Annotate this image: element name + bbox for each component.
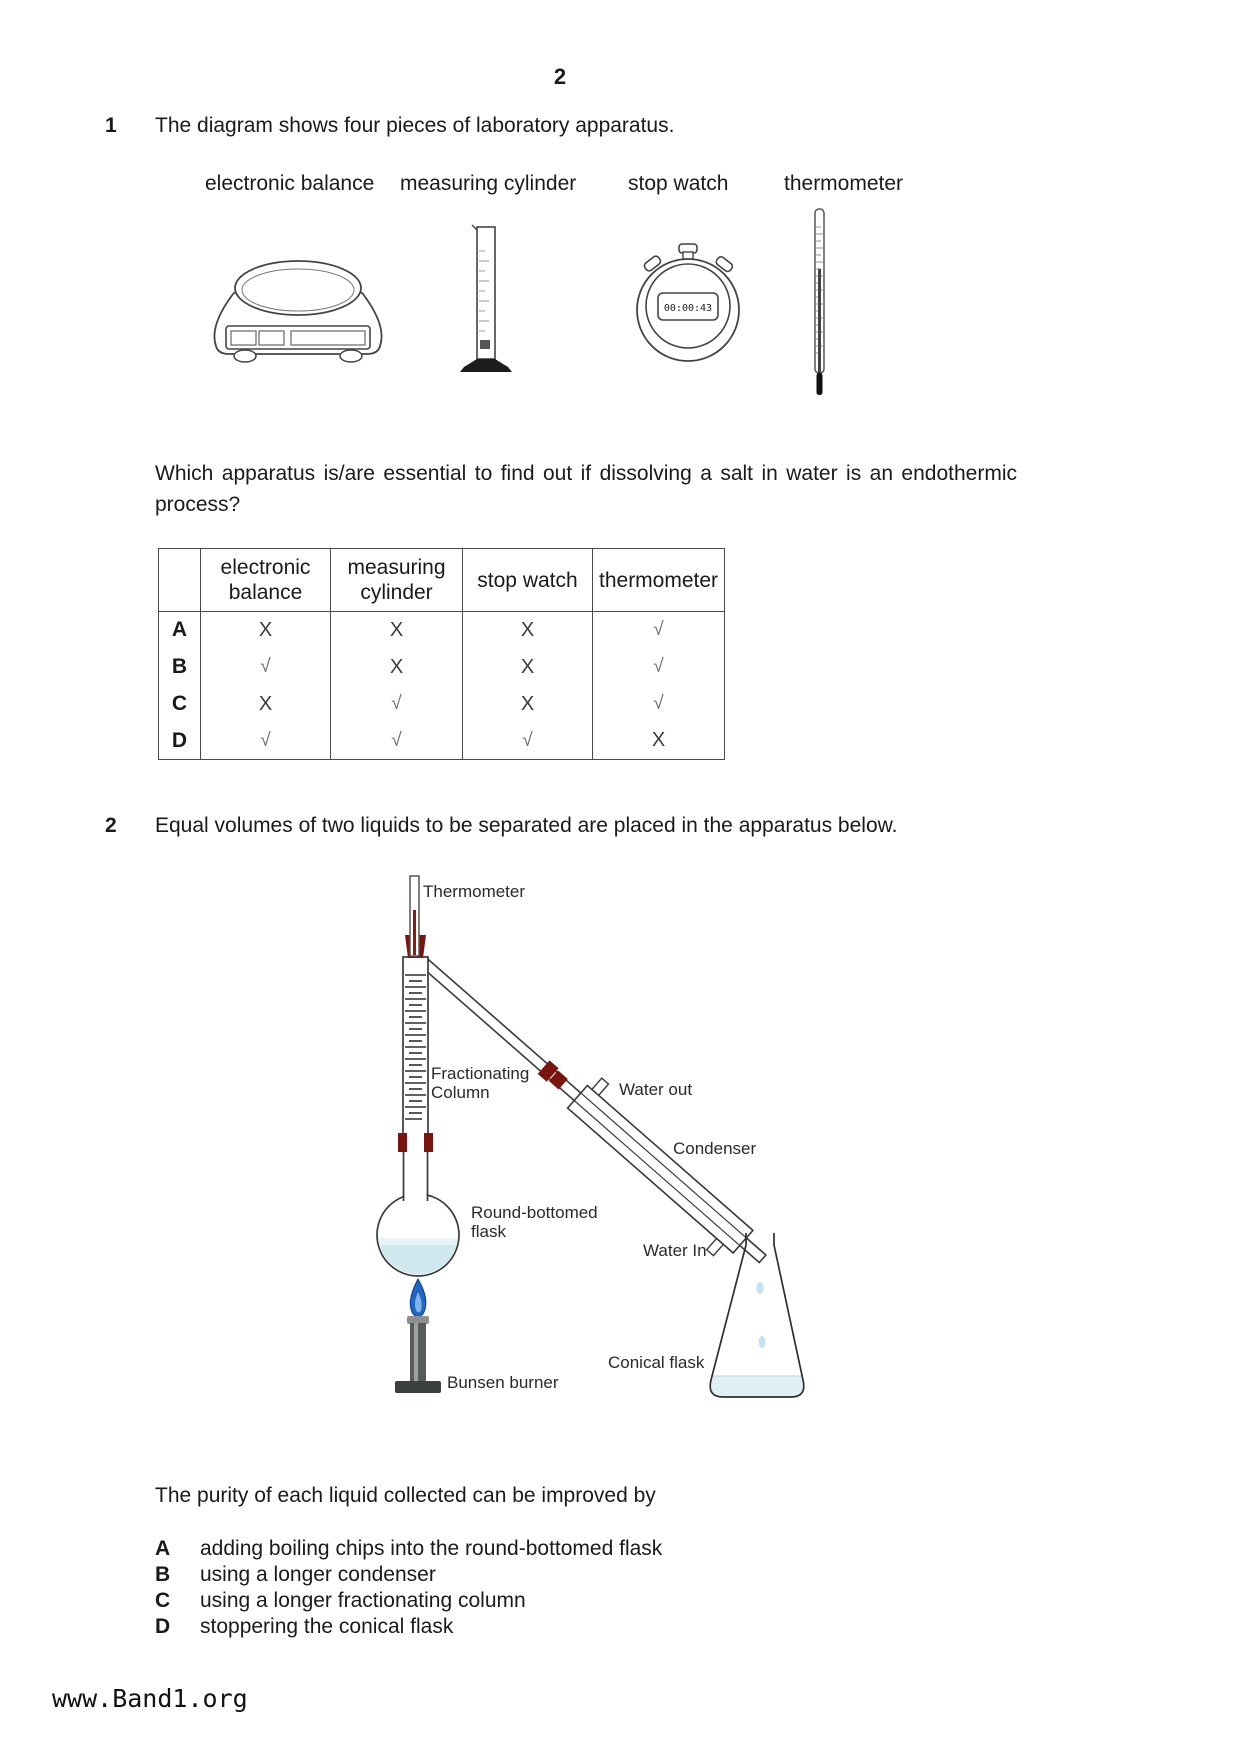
answer-mark: X <box>201 686 331 723</box>
col-header-electronic-balance: electronic balance <box>201 549 331 612</box>
stop-watch-illustration <box>627 242 749 366</box>
answer-mark: √ <box>593 686 725 723</box>
fractionating-column-tube <box>403 957 428 1135</box>
neck-stopper <box>398 1133 407 1152</box>
table-row <box>159 612 725 649</box>
corner-cell <box>159 549 201 612</box>
option-letter: C <box>159 686 201 723</box>
q1-intro: The diagram shows four pieces of laboratory apparatus. <box>155 114 675 137</box>
answer-mark: √ <box>463 723 593 760</box>
answer-mark: √ <box>593 612 725 649</box>
label-round-bottomed-flask: Round-bottomed flask <box>471 1203 598 1241</box>
bunsen-burner-drawing <box>395 1279 441 1393</box>
answer-mark: X <box>593 723 725 760</box>
apparatus-label-thermometer: thermometer <box>784 172 904 195</box>
option-letter: A <box>159 612 201 649</box>
option-text: stoppering the conical flask <box>200 1615 454 1638</box>
label-water-out: Water out <box>619 1080 693 1099</box>
stopwatch-display: 00:00:43 <box>663 303 713 314</box>
q2-number: 2 <box>105 814 117 837</box>
table-row <box>159 649 725 686</box>
option-letter: C <box>155 1589 171 1612</box>
answer-mark: X <box>331 612 463 649</box>
answer-mark: X <box>331 649 463 686</box>
answer-mark: √ <box>593 649 725 686</box>
apparatus-label-electronic-balance: electronic balance <box>205 172 375 195</box>
option-row <box>155 1614 915 1640</box>
option-letter: B <box>159 649 201 686</box>
answer-mark: X <box>463 686 593 723</box>
answer-mark: √ <box>331 686 463 723</box>
option-row <box>155 1562 915 1588</box>
answer-mark: X <box>463 649 593 686</box>
table-header-row <box>159 549 725 612</box>
apparatus-label-stop-watch: stop watch <box>628 172 729 195</box>
measuring-cylinder-illustration <box>452 221 518 377</box>
option-letter: D <box>155 1615 171 1638</box>
thermometer-illustration <box>800 205 840 403</box>
answer-mark: X <box>201 612 331 649</box>
liquid-drop <box>757 1282 764 1294</box>
q1-question: Which apparatus is/are essential to find out if dissolving a salt in water is an endothermic process? <box>155 462 1017 516</box>
label-condenser: Condenser <box>673 1139 757 1158</box>
option-row <box>155 1536 915 1562</box>
option-text: using a longer condenser <box>200 1563 436 1586</box>
answer-mark: X <box>463 612 593 649</box>
option-text: adding boiling chips into the round-bottomed flask <box>200 1537 663 1560</box>
electronic-balance-illustration <box>203 246 393 366</box>
footer-url: www.Band1.org <box>52 1684 248 1713</box>
col-header-stop-watch: stop watch <box>463 549 593 612</box>
q1-number: 1 <box>105 114 117 137</box>
option-letter: D <box>159 723 201 760</box>
label-conical-flask: Conical flask <box>608 1353 705 1372</box>
col-header-thermometer: thermometer <box>593 549 725 612</box>
page-number: 2 <box>553 64 567 89</box>
label-water-in: Water In <box>643 1241 707 1260</box>
distillation-diagram <box>340 860 820 1425</box>
q2-options <box>155 1536 915 1640</box>
option-row <box>155 1588 915 1614</box>
label-bunsen-burner: Bunsen burner <box>447 1373 559 1392</box>
option-letter: B <box>155 1563 171 1586</box>
option-text: using a longer fractionating column <box>200 1589 526 1612</box>
apparatus-label-measuring-cylinder: measuring cylinder <box>400 172 577 195</box>
answer-mark: √ <box>201 649 331 686</box>
option-letter: A <box>155 1537 171 1560</box>
conical-flask-liquid <box>710 1376 804 1397</box>
col-header-measuring-cylinder: measuring cylinder <box>331 549 463 612</box>
answer-mark: √ <box>201 723 331 760</box>
label-fractionating-column: Fractionating Column <box>431 1064 530 1102</box>
table-row <box>159 723 725 760</box>
q2-question: The purity of each liquid collected can be improved by <box>155 1484 656 1507</box>
table-row <box>159 686 725 723</box>
q2-intro: Equal volumes of two liquids to be separated are placed in the apparatus below. <box>155 814 898 837</box>
q1-answer-table <box>158 548 725 760</box>
label-thermometer: Thermometer <box>423 882 526 901</box>
answer-mark: √ <box>331 723 463 760</box>
